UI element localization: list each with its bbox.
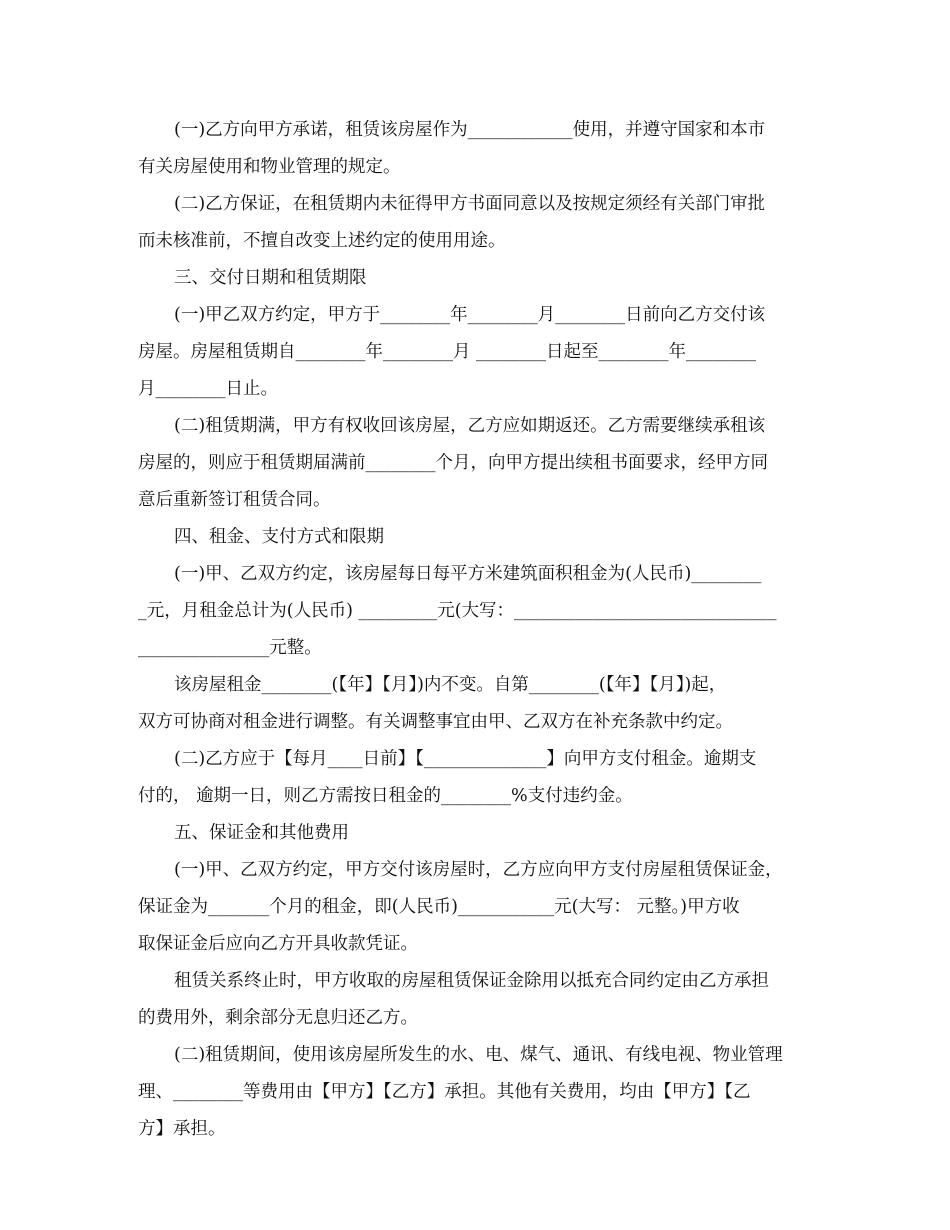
text-line: 房屋的，则应于租赁期届满前________个月，向甲方提出续租书面要求，经甲方同 [138,453,768,473]
text-line: 付的， 逾期一日，则乙方需按日租金的________%支付违约金。 [138,786,633,806]
text-line: 租赁关系终止时，甲方收取的房屋租赁保证金除用以抵充合同约定由乙方承担 [174,971,769,991]
text-line: 月________日止。 [138,379,278,399]
text-line: 理、________等费用由【甲方】【乙方】承担。其他有关费用，均由【甲方】【乙 [138,1082,751,1102]
text-line: (二)乙方保证，在租赁期内未征得甲方书面同意以及按规定须经有关部门审批 [174,194,766,214]
text-line: 该房屋租金________(【年】【月】)内不变。自第________(【年】【月】)起， [174,675,727,695]
text-line: (二)租赁期间，使用该房屋所发生的水、电、煤气、通讯、有线电视、物业管理 [174,1045,783,1065]
text-line: 意后重新签订租赁合同。 [138,490,331,510]
document-body [138,112,814,1148]
text-line: 房屋。房屋租赁期自________年________月 ________日起至________年________ [138,342,757,362]
text-line: 有关房屋使用和物业管理的规定。 [138,157,401,177]
text-line: (一)甲、乙双方约定，该房屋每日每平方米建筑面积租金为(人民币)________ [174,564,762,584]
text-line: (二)租赁期满，甲方有权收回该房屋，乙方应如期返还。乙方需要继续承租该 [174,416,766,436]
text-line: (二)乙方应于【每月____日前】【______________】向甲方支付租金。逾期支 [174,749,757,769]
text-line: (一)甲乙双方约定，甲方于________年________月________日前向乙方交付该 [174,305,766,325]
text-line: 双方可协商对租金进行调整。有关调整事宜由甲、乙双方在补充条款中约定。 [138,712,733,732]
text-line: (一)甲、乙双方约定，甲方交付该房屋时，乙方应向甲方支付房屋租赁保证金， [174,860,783,880]
section-heading: 四、租金、支付方式和限期 [174,527,384,547]
text-line: 而未核准前，不擅自改变上述约定的使用用途。 [138,231,506,251]
text-line: 的费用外，剩余部分无息归还乙方。 [138,1008,418,1028]
section-heading: 五、保证金和其他费用 [174,823,349,843]
text-line: _______________元整。 [138,638,322,658]
text-line: _元，月租金总计为(人民币) _________元(大写：______________________________ [138,601,777,621]
section-heading: 三、交付日期和租赁期限 [174,268,367,288]
text-line: 取保证金后应向乙方开具收款凭证。 [138,934,418,954]
text-line: (一)乙方向甲方承诺，租赁该房屋作为____________使用，并遵守国家和本市 [174,120,766,140]
text-line: 方】承担。 [138,1119,226,1139]
text-line: 保证金为_______个月的租金，即(人民币)___________元(大写： 元整。)甲方收 [138,897,740,917]
